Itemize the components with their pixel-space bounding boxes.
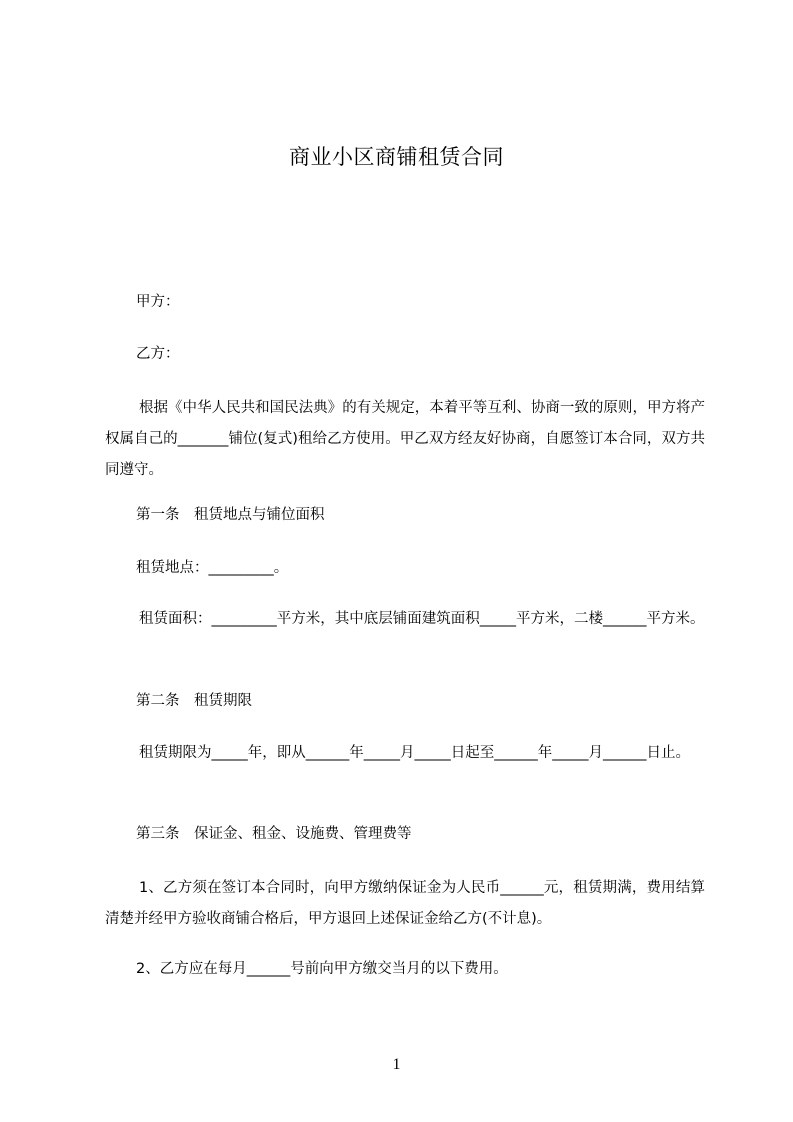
article-2-term-paragraph: [105, 738, 705, 769]
article-1-location: 租赁地点：_________。: [136, 560, 289, 576]
party-b-label: 乙方：: [136, 346, 180, 362]
article-3-item-2: 2、乙方应在每月______号前向甲方缴交当月的以下费用。: [136, 961, 508, 977]
article-1-area-text: 租赁面积：_________平方米，其中底层铺面建筑面积_____平方米，二楼______平方米。: [139, 611, 705, 627]
preamble-text: 根据《中华人民共和国民法典》的有关规定，本着平等互利、协商一致的原则，甲方将产权属自己的_______铺位(复式)租给乙方使用。甲乙双方经友好协商，自愿签订本合同，双方共同遵守。: [105, 400, 705, 478]
page-number: 1: [392, 1056, 401, 1073]
article-3-item-1-text: 1、乙方须在签订本合同时，向甲方缴纳保证金为人民币______元，租赁期满，费用结算清楚并经甲方验收商铺合格后，甲方退回上述保证金给乙方(不计息)。: [105, 880, 705, 927]
article-1-heading: 第一条 租赁地点与铺位面积: [136, 507, 325, 523]
article-3-heading: 第三条 保证金、租金、设施费、管理费等: [136, 826, 412, 842]
article-3-item-1-paragraph: [105, 873, 705, 935]
document-title: 商业小区商铺租赁合同: [289, 145, 504, 169]
article-1-area-paragraph: [105, 604, 705, 635]
article-2-heading: 第二条 租赁期限: [136, 693, 252, 709]
party-a-label: 甲方：: [136, 294, 180, 310]
article-2-term-text: 租赁期限为_____年，即从______年_____月_____日起至______年_____月______日止。: [139, 745, 690, 761]
preamble-paragraph: [105, 393, 705, 486]
